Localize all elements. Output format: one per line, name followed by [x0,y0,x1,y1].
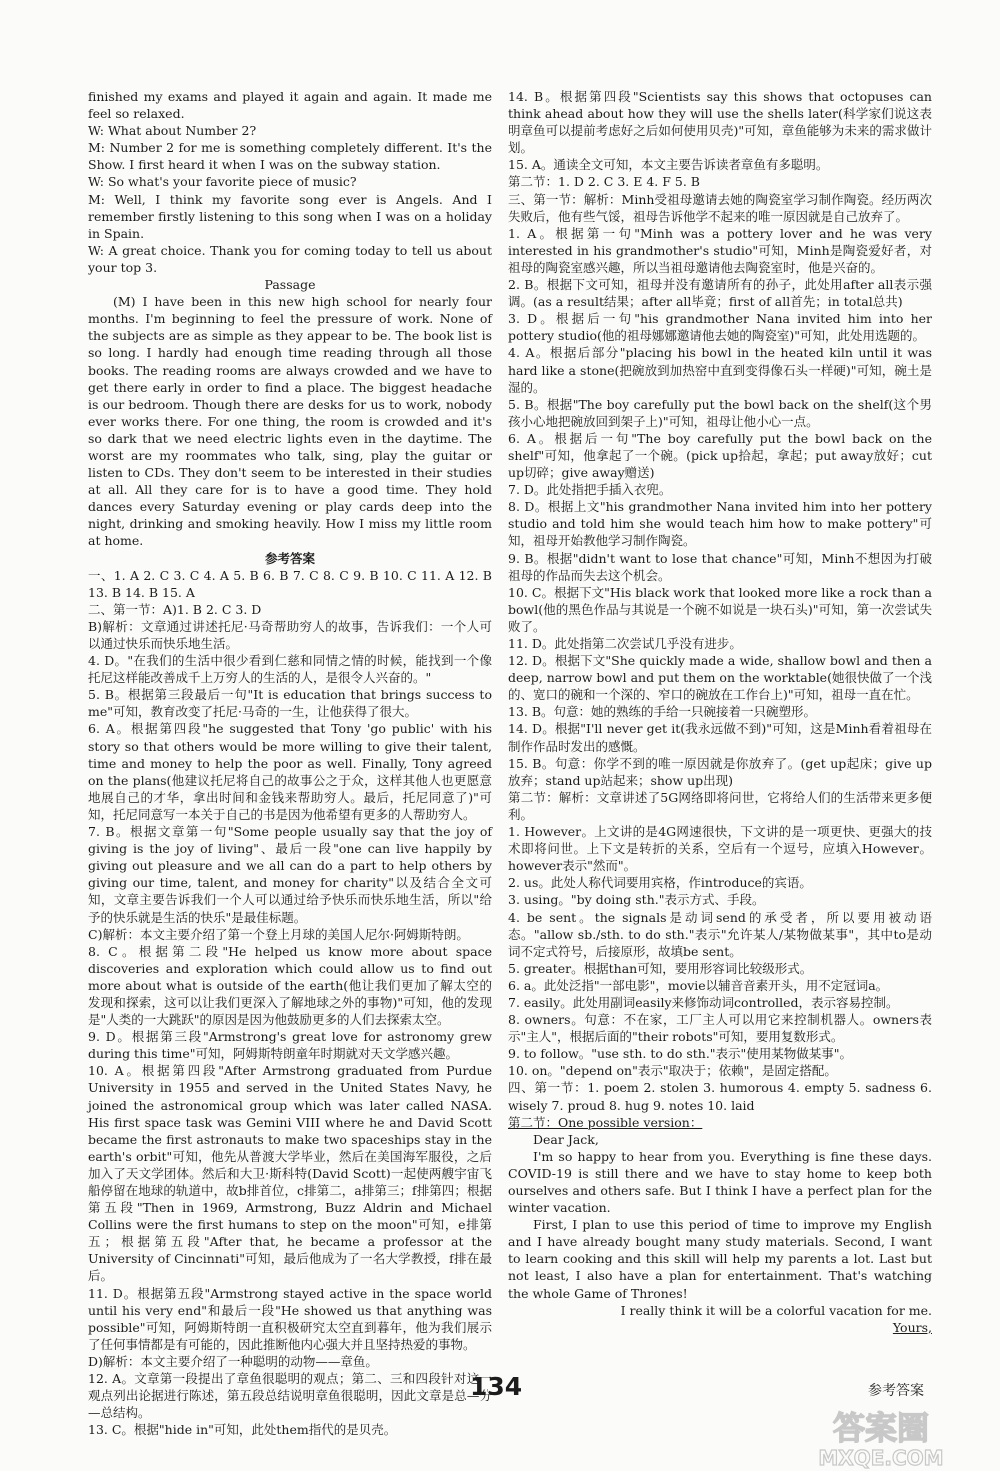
paragraph: 12. D。根据下文"She quickly made a wide, shallow bowl and then a deep, narrow bowl and put them on the worktable(她很快做了一个浅的、宽口的碗和一个深的、窄口的碗放在工作台上)"可知，祖母一直在忙。 [508,653,932,703]
paragraph: 2. us。此处人称代词要用宾格，作introduce的宾语。 [508,875,812,891]
paragraph: 10. A。根据第四段"After Armstrong graduated from Purdue University in 1955 and served in the United States Navy, he joined the astronomical group which was later called NASA. His first space task was Gemini VIII where he and David Scott became the first astronauts to make two spaceships stay in the earth's orbit"可知，他先从普渡大学毕业，然后在美国海军服役，之后加入了天文学团体。然后和大卫·斯科特(David Scott)一起使两艘宇宙飞船停留在地球的轨道中，故b排首位，c排第二，a排第三；f排第四；根据第五段"Then in 1969, Armstrong, Buzz Aldrin and Michael Collins were the first humans to step on the moon"可知，e排第五；根据第五段"After that, he became a professor at the University of Cincinnati"可知，最后他成为了一名大学教授，f排在最后。 [88,1063,492,1284]
paragraph: 8. C。根据第二段"He helped us know more about space discoveries and exploration which could allow us to find out more about what is outside of the earth(他让我们更加了解太空的发现和探索，这可以让我们更深入了解地球之外的事物)"可知，他的发现是"人类的一大跳跃"的原因是因为他鼓励更多的人们去探索太空。 [88,943,492,1028]
answers-heading: 参考答案 [264,550,315,566]
letter-signature: Yours, [892,1319,932,1335]
paragraph: 14. B。根据第四段"Scientists say this shows that octopuses can think ahead about how they will use the shells later(科学家们说这表明章鱼可以提前考虑好之后如何使用贝壳)"可知，章鱼能够为未来的需求做计划。 [508,89,932,156]
paragraph: 2. B。根据下文可知，祖母并没有邀请所有的孙子，此处用after all表示强调。(as a result结果；after all毕竟；first of all首先；in total总共) [508,277,932,310]
paragraph: 三、第一节：解析：Minh受祖母邀请去她的陶瓷室学习制作陶瓷。经历两次失败后，他有些气馁，祖母告诉他学不起来的唯一原因就是自己放弃了。 [508,191,932,224]
paragraph: W: So what's your favorite piece of music? [88,174,357,190]
paragraph: 7. easily。此处用副词easily来修饰动词controlled，表示容易控制。 [508,994,899,1010]
paragraph: 7. D。此处指把手插入衣兜。 [508,482,672,498]
paragraph: 一、1. A 2. C 3. C 4. A 5. B 6. B 7. C 8. C 9. B 10. C 11. A 12. B 13. B 14. B 15. A [88,567,492,600]
paragraph: 6. A。根据后一句"The boy carefully put the bowl back on the shelf"可知，他拿起了一个碗。(pick up拾起，拿起；put away放好；cut up切碎；give away赠送) [508,430,932,481]
letter-salutation: 第二节：One possible version： [508,1114,703,1130]
paragraph: 4. be sent。the signals是动词send的承受者，所以要用被动语态。"allow sb./sth. to do sth."表示"允许某人/某物做某事"，其中to是动词不定式符号，后接原形，故填be sent。 [508,909,932,959]
paragraph: 6. A。根据第四段"he suggested that Tony 'go public' with his story so that others would be more willing to give their talent, time and money to help the poor as well. Finally, Tony agreed on the plans(他建议托尼将自己的故事公之于众，这样其他人也更愿意地展自己的才华，拿出时间和金钱来帮助穷人。最后，托尼同意了)"可知，托尼同意写一本关于自己的书是因为他希望有更多的人帮助穷人。 [88,721,492,822]
letter-paragraph: First, I plan to use this period of time to improve my English and I have already bought many study materials. Second, I want to learn cooking and this skill will help my parents a lot. Last but not least, I also have a plan for entertainment. That's watching the whole Game of Thrones! [508,1217,932,1301]
paragraph: 9. D。根据第三段"Armstrong's great love for astronomy grew during this time"可知，阿姆斯特朗童年时期就对天文学感兴趣。 [88,1029,492,1062]
paragraph: (M) I have been in this new high school for nearly four months. I'm beginning to feel the pressure of work. None of the subjects are as simple as they appear to be. The book list is so long. I hardly had enough time reading through all those books. The reading rooms are always crowded and we have to get there early in order to find a place. The biggest headache is our bedroom. Though there are desks for us to work, nobody ever works there. For one thing, the room is crowded and it's so dark that we need electric lights even in the daytime. The worst are my roommates who talk, sing, play the guitar or listen to CDs. They don't seem to be interested in their studies at all. All they care for is to have a good time. They hold dances every Saturday evening or play cards deep into the night, drinking and smoking heavily. How I miss my little room at home. [88,294,492,549]
paragraph: 3. D。根据后一句"his grandmother Nana invited him into her pottery studio(他的祖母娜娜邀请他去她的陶瓷室)"可知，此处用选题的。 [508,311,932,344]
watermark-logo [770,1405,992,1469]
paragraph: 15. B。句意：你学不到的唯一原因就是你放弃了。(get up起床；give up放弃；stand up站起来；show up出现) [508,755,932,788]
paragraph: 二、第一节：A)1. B 2. C 3. D [88,601,262,617]
paragraph: 12. A。文章第一段提出了章鱼很聪明的观点；第二、三和四段针对这一观点列出论据进行陈述，第五段总结说明章鱼很聪明，因此文章是总—分—总结构。 [88,1371,492,1421]
right-column [508,88,932,1336]
paragraph: 4. A。根据后部分"placing his bowl in the heated kiln until it was hard like a stone(把碗放到加热窑中直到变得像石头一样硬)"可知，碗土是湿的。 [508,345,932,395]
paragraph: 13. B。句意：她的熟练的手给一只碗接着一只碗塑形。 [508,704,817,720]
paragraph: 第二节：1. D 2. C 3. E 4. F 5. B [508,174,700,190]
watermark-top: 答案圈 [832,1409,930,1447]
paragraph: M: Number 2 for me is something completely different. It's the Show. I first heard it when I was on the subway station. [88,140,492,173]
paragraph: 1. However。上文讲的是4G网速很快，下文讲的是一项更快、更强大的技术即将问世。上下文是转折的关系，空后有一个逗号，应填入However。however表示"然而"。 [508,824,932,874]
paragraph: M: Well, I think my favorite song ever is Angels. And I remember firstly listening to this song when I was on a holiday in Spain. [88,191,492,241]
paragraph: D)解析：本文主要介绍了一种聪明的动物——章鱼。 [88,1353,378,1369]
section-heading: Passage [264,277,316,293]
paragraph: 6. a。此处泛指"一部电影"，movie以辅音音素开头，用不定冠词a。 [508,977,889,993]
paragraph: 4. D。"在我们的生活中很少看到仁慈和同情之情的时候，能找到一个像托尼这样能改善成千上万穷人的生活的人，是很令人兴奋的。" [88,653,492,686]
paragraph: 10. C。根据下文"His black work that looked more like a rock than a bowl(他的黑色作品与其说是一个碗不如说是一块石头)"可知，第一次尝试失败了。 [508,584,932,634]
paragraph: 13. C。根据"hide in"可知，此处them指代的是贝壳。 [88,1422,397,1438]
paragraph: 3. using。"by doing sth."表示方式、手段。 [508,892,765,908]
paragraph: 8. owners。句意：不在家，工厂主人可以用它来控制机器人。owners表示"主人"，根据后面的"their robots"可知，要用复数形式。 [508,1012,932,1045]
paragraph: C)解析：本文主要介绍了第一个登上月球的美国人尼尔·阿姆斯特朗。 [88,926,469,942]
paragraph: 1. A。根据第一句"Minh was a pottery lover and he was very interested in his grandmother's studio"可知，Minh是陶瓷爱好者，对祖母的陶瓷室感兴趣，所以当祖母邀请他去陶瓷室时，他是兴奋的。 [508,225,932,275]
paragraph: finished my exams and played it again and again. It made me feel so relaxed. [88,89,492,122]
paragraph: 8. D。根据上文"his grandmother Nana invited him into her pottery studio and told him she would teach him how to make pottery"可知，祖母开始教他学习制作陶瓷。 [508,499,932,549]
paragraph: W: A great choice. Thank you for coming today to tell us about your top 3. [88,242,492,275]
paragraph: 10. on。"depend on"表示"取决于；依赖"，是固定搭配。 [508,1063,837,1079]
paragraph: 14. D。根据"I'll never get it(我永远做不到)"可知，这是Minh看着祖母在制作作品时发出的感慨。 [508,721,932,754]
letter-closing: I really think it will be a colorful vacation for me. [620,1302,932,1318]
paragraph: 5. B。根据第三段最后一句"It is education that brings success to me"可知，教育改变了托尼·马奇的一生，让他获得了很大。 [88,687,492,720]
footer-label: 参考答案 [868,1383,924,1399]
paragraph: 15. A。通读全文可知，本文主要告诉读者章鱼有多聪明。 [508,157,829,173]
paragraph: 7. B。根据文章第一句"Some people usually say that the joy of giving is the joy of living"、最后一段"one can live happily by giving out pleasure and we all can do a part to help others by giving our time, talent, and money for charity"以及结合全文可知，文章主要告诉我们一个人可以通过给予快乐而快乐地生活，所以"给予的快乐就是生活的快乐"是最佳标题。 [88,824,492,925]
paragraph: W: What about Number 2? [88,123,257,139]
watermark-bottom: MXQE.COM [818,1446,944,1469]
paragraph: 5. greater。根据than可知，要用形容词比较级形式。 [508,960,813,976]
paragraph: 11. D。根据第五段"Armstrong stayed active in the space world until his very end"和最后一段"He showed us that anything was possible"可知，阿姆斯特朗一直积极研究太空直到暮年，他为我们展示了任何事情都是有可能的，因此推断他内心强大并且坚持热爱的事物。 [88,1285,492,1352]
page-number: 134 [470,1372,523,1401]
paragraph: 9. B。根据"didn't want to lose that chance"可知，Minh不想因为打破祖母的作品而失去这个机会。 [508,550,932,583]
paragraph: B)解析：文章通过讲述托尼·马奇帮助穷人的故事，告诉我们：一个人可以通过快乐而快乐地生活。 [88,618,492,651]
letter-paragraph: Dear Jack, [533,1131,599,1147]
paragraph: 四、第一节：1. poem 2. stolen 3. humorous 4. empty 5. sadness 6. wisely 7. proud 8. hug 9. notes 10. laid [508,1080,932,1113]
letter-paragraph: I'm so happy to hear from you. Everything is fine these days. COVID-19 is still there and we have to stay home to keep both ourselves and others safe. But I think I have a perfect plan for the winter vacation. [508,1148,932,1216]
paragraph: 9. to follow。"use sth. to do sth."表示"使用某物做某事"。 [508,1046,853,1062]
paragraph: 11. D。此处指第二次尝试几乎没有进步。 [508,636,742,651]
paragraph: 第二节：解析：文章讲述了5G网络即将问世，它将给人们的生活带来更多便利。 [508,789,932,822]
paragraph: 5. B。根据"The boy carefully put the bowl back on the shelf(这个男孩小心地把碗放回到架子上)"可知，祖母让他小心一点。 [508,396,932,429]
left-column [88,88,492,1438]
